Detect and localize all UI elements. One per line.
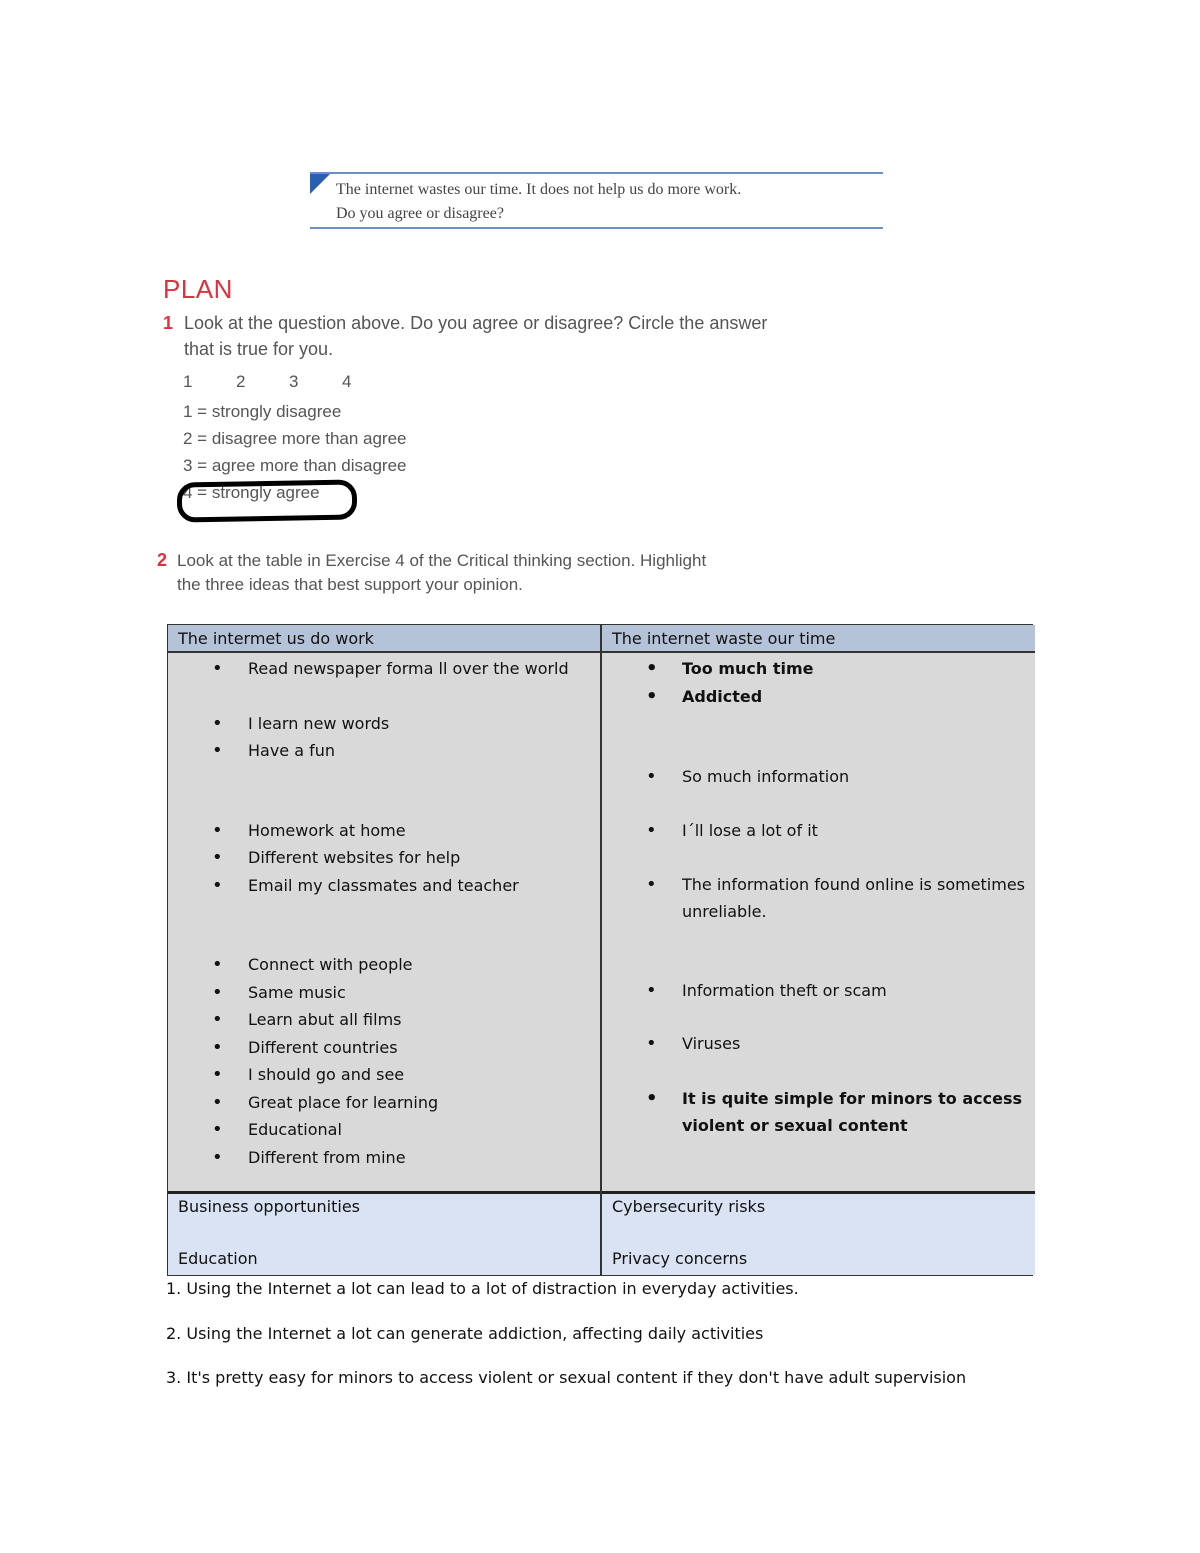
table-header-right: The internet waste our time — [602, 625, 1035, 653]
table-body-right — [602, 653, 1035, 1194]
right-item: • Too much time — [682, 655, 1025, 682]
table-body-left — [168, 653, 601, 1194]
exercise-2-instructions — [177, 549, 706, 597]
left-item: • Educational — [248, 1116, 591, 1143]
ideas-table — [167, 624, 1033, 1276]
summary-sentence-1: 1. Using the Internet a lot can lead to a lot of distraction in everyday activities. — [166, 1279, 799, 1298]
plan-heading: PLAN — [163, 274, 233, 304]
left-footer-item: Business opportunities — [178, 1197, 361, 1216]
corner-triangle-icon — [310, 174, 330, 194]
left-item: • Connect with people — [248, 951, 591, 978]
right-item: • So much information — [682, 763, 1025, 790]
scale-number-1[interactable]: 1 — [183, 372, 193, 391]
hand-drawn-circle-selection — [177, 479, 358, 522]
right-item: • I´ll lose a lot of it — [682, 817, 1025, 844]
left-item: • Have a fun — [248, 737, 591, 764]
question-prompt-box — [310, 172, 883, 229]
right-item: • Information theft or scam — [682, 977, 1025, 1004]
table-column-waste-time — [600, 625, 1035, 1275]
exercise-2-number: 2 — [157, 550, 168, 570]
exercise-1-instructions — [184, 310, 767, 362]
scale-number-2[interactable]: 2 — [236, 372, 246, 391]
left-item: • Different websites for help — [248, 844, 591, 871]
scale-item-2[interactable]: 2 = disagree more than agree — [183, 429, 407, 448]
left-item: • Different countries — [248, 1034, 591, 1061]
scale-item-3[interactable]: 3 = agree more than disagree — [183, 456, 407, 475]
left-item: • Same music — [248, 979, 591, 1006]
right-item: • Addicted — [682, 683, 1025, 710]
prompt-line-1: The internet wastes our time. It does not help us do more work. — [336, 181, 742, 198]
left-item: • Homework at home — [248, 817, 591, 844]
left-item: • Read newspaper forma ll over the world — [248, 655, 591, 682]
right-footer-item: Cybersecurity risks — [612, 1197, 766, 1216]
right-item: • The information found online is sometimes unreliable. — [682, 871, 1025, 925]
summary-sentence-3: 3. It's pretty easy for minors to access violent or sexual content if they don't have adult supervision — [166, 1368, 967, 1387]
right-item: • Viruses — [682, 1030, 1025, 1057]
left-item: • Great place for learning — [248, 1089, 591, 1116]
rating-scale-numbers — [183, 372, 395, 392]
scale-item-4[interactable]: 4 = strongly agree — [183, 483, 320, 502]
left-footer-item: Education — [178, 1249, 258, 1268]
summary-sentence-2: 2. Using the Internet a lot can generate addiction, affecting daily activities — [166, 1324, 764, 1343]
exercise-2-line-1: Look at the table in Exercise 4 of the Critical thinking section. Highlight — [177, 551, 707, 570]
exercise-1-number: 1 — [163, 313, 174, 333]
left-item: • Email my classmates and teacher — [248, 872, 591, 899]
left-item: • I should go and see — [248, 1061, 591, 1088]
table-header-left: The intermet us do work — [168, 625, 601, 653]
table-column-help-work — [168, 625, 601, 1275]
table-footer-right — [602, 1194, 1035, 1275]
question-prompt-text — [336, 178, 741, 226]
right-footer-item: Privacy concerns — [612, 1249, 748, 1268]
table-footer-left — [168, 1194, 601, 1275]
right-item: • It is quite simple for minors to access violent or sexual content — [682, 1085, 1025, 1139]
left-item: • I learn new words — [248, 710, 591, 737]
left-item: • Different from mine — [248, 1144, 591, 1171]
exercise-1-line-1: Look at the question above. Do you agree or disagree? Circle the answer — [184, 313, 768, 333]
left-item: • Learn abut all films — [248, 1006, 591, 1033]
scale-item-1[interactable]: 1 = strongly disagree — [183, 402, 342, 421]
prompt-line-2: Do you agree or disagree? — [336, 205, 504, 222]
scale-number-4[interactable]: 4 — [342, 372, 352, 391]
exercise-1-line-2: that is true for you. — [184, 339, 334, 359]
scale-number-3[interactable]: 3 — [289, 372, 299, 391]
exercise-2-line-2: the three ideas that best support your opinion. — [177, 575, 523, 594]
